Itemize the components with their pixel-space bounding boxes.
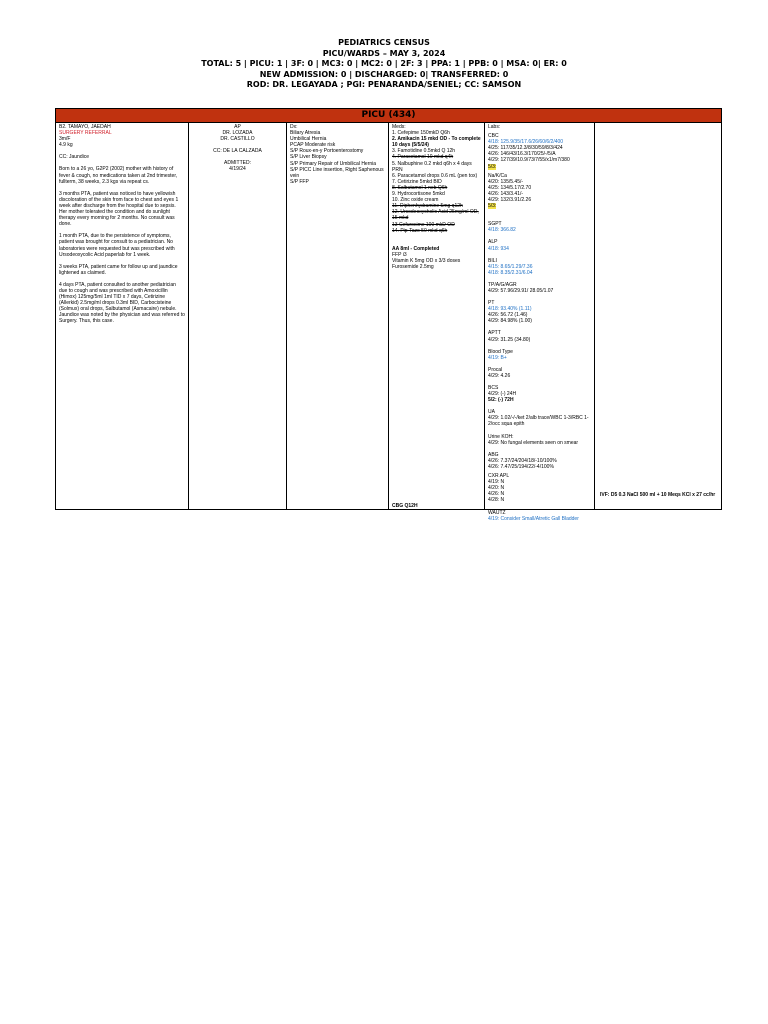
lab-result: 4/26: 146/43/16.3/170/25/-/5/A	[488, 151, 556, 158]
lab-result: 4/29: 4.26	[488, 372, 511, 379]
cc-doctor: CC: DE LA CALZADA	[213, 148, 262, 155]
med-item: 13 Cefuroxime 100 mkD OD	[392, 221, 455, 228]
diagnosis-item: S/P FFP	[290, 178, 309, 185]
diagnosis-item: PCAP Moderate risk	[290, 142, 336, 149]
lab-heading: UA	[488, 409, 495, 416]
lab-heading: SGPT	[488, 221, 502, 228]
lab-result: 4/18: 8.35/2.31/6.04	[488, 269, 533, 276]
diagnosis-item: Umbilical Hernia	[290, 136, 327, 143]
med-item: 6. Paracetamol drops 0.6 mL (pen tox)	[392, 172, 478, 179]
lab-heading: BILI	[488, 257, 497, 264]
diagnosis-item: Biliary Atresia	[290, 130, 321, 137]
census-date: PICU/WARDS – MAY 3, 2024	[322, 48, 446, 58]
lab-result: 4/18: 366.82	[488, 227, 516, 234]
history-paragraph: 3 months PTA, patient was noticed to have yellowish discoloration of the skin from face to chest and eyes 1 week after discharge from the hospital due to sepsis. Her mother tolerated the condition and do sunlight therapy every morning for 2 months. No consult was done.	[59, 190, 179, 228]
ffp-item: FFP i3	[392, 251, 407, 258]
lab-result: 4/25: 134/5.17/2.70	[488, 184, 532, 191]
lab-result-pending: 5/3:	[488, 163, 497, 170]
labs-label: Labs:	[488, 124, 501, 130]
diagnosis-item: S/P PICC Line insertion, Right Saphenous vein	[290, 166, 384, 179]
med-item: 4. Paracetamol 10 mkd q4h	[392, 154, 454, 161]
cbg-order: CBG Q12H	[392, 503, 418, 509]
census-rod: ROD: DR. LEGAYADA ; PGI: PENARANDA/SENIEL; CC: SAMSON	[246, 80, 522, 90]
patient-weight: 4.9 kg	[59, 142, 73, 149]
lab-heading: CBC	[488, 133, 499, 140]
ivf-order: IVF: D5 0.3 NaCl 500 ml + 10 Meqs KCl x 27 cc/hr	[600, 492, 716, 498]
lab-result: 4/28: N	[488, 497, 505, 504]
admitted-label: ADMITTED:	[224, 160, 251, 167]
lab-heading: TP/A/G/AGR	[488, 281, 517, 288]
history-paragraph: 3 weeks PTA, patient came for follow up and jaundice lightened as claimed.	[59, 263, 178, 276]
patient-column	[56, 123, 189, 509]
lab-result: 4/18: 93.40% (1.11)	[488, 306, 532, 313]
doctors-column	[189, 123, 287, 509]
diagnosis-item: S/P Primary Repair of Umbilical Hernia	[290, 160, 377, 167]
lab-result: 4/29: 132/3.91/2.26	[488, 197, 532, 204]
patient-name: B2. TAMAYO, JAEDAH	[59, 124, 111, 130]
vitamin-k-item: Vitamin K 5mg OD x 3/3 doses	[392, 257, 461, 264]
lab-heading: APTT	[488, 330, 501, 337]
lab-result: 4/18: 125.9/35/17.6/26/60/6/2/400	[488, 139, 564, 146]
ap-label: AP	[234, 124, 241, 130]
meds-column	[389, 123, 485, 509]
lab-heading: PT	[488, 300, 495, 307]
lab-heading: BCS	[488, 385, 499, 391]
diagnosis-item: S/P Roux-en-y Portoenterostomy	[290, 148, 364, 155]
infusion-status: AA 8ml - Completed	[392, 245, 440, 252]
diagnosis-column	[287, 123, 389, 509]
med-item: 8. Salbutamol 1 neb Q6h	[392, 184, 448, 191]
med-item: 5. Nalbuphine 0.2 mkd q6h x 4 days PRN	[392, 160, 472, 173]
lab-result: 4/26: 7.47/25/194/22/-4/100%	[488, 463, 554, 470]
lab-result: 4/29: No fungal elements seen on smear	[488, 439, 579, 446]
med-item: 12. Ursodeoxycholic Acid 25mg/ml OD, 15 mkd	[392, 209, 479, 222]
med-item: 3. Famotidine 0.5mkd Q 12h	[392, 148, 456, 155]
lab-result: 4/19: B+	[488, 354, 507, 361]
med-item: 14. Pip-Tazo 50 mkd q6h	[392, 227, 448, 234]
med-item: 7. Cetirizine 5mkd BID	[392, 178, 442, 185]
lab-heading: Na/K/Ca	[488, 172, 507, 179]
lab-result: 4/29: 84.98% (1.00)	[488, 318, 532, 325]
lab-result: 4/26: 7.37/24/204/18/-10/100%	[488, 457, 557, 464]
med-item: 2. Amikacin 15 mkd OD - To complete 10 days (5/5/24)	[392, 136, 481, 149]
ap-doctor: DR. CASTILLO	[220, 136, 255, 143]
lab-result: 4/26: 56.72 (1.46)	[488, 312, 528, 319]
furosemide-item: Furosemide 2.5mg	[392, 263, 434, 270]
census-totals: TOTAL: 5 | PICU: 1 | 3F: 0 | MC3: 0 | MC2: 0 | 2F: 3 | PPA: 1 | PPB: 0 | MSA: 0| ER: 0	[201, 59, 567, 69]
census-table	[55, 108, 722, 522]
lab-result: 4/29: (-) 24H	[488, 391, 517, 398]
history-paragraph: 4 days PTA, patient consulted to another pediatrician due to cough and was prescribed with Amoxicillin (Himox) 125mg/5ml 1ml TID x 7 days, Cetirizine (Allerkid) 2.5mg/ml drops 0.3ml BID, Carbocisteine (Solmux) oral drops, Salbutamol (Asmacaire) nebule. Jaundice was noted by the physician and was referred to Surgery. Thus, this case.	[59, 281, 185, 325]
patient-age-sex: 3m/F	[59, 136, 71, 143]
lab-heading: Blood Type	[488, 348, 513, 355]
referral-label: SURGERY REFERRAL	[59, 130, 112, 137]
section-title: PICU (434)	[56, 109, 721, 123]
history-paragraph: 1 month PTA, due to the persistence of symptoms, patient was brought for consult to a pediatrician. No laboratories were requested but was prescribed with Ursodeoxycolic Acid paperlab for 1 week.	[59, 233, 175, 258]
lab-result: 4/26: 143/3.41/-	[488, 190, 524, 197]
chief-complaint: CC: Jaundice	[59, 154, 90, 161]
ap-doctor: DR. LOZADA	[222, 130, 253, 137]
history-paragraph: Born to a 26 yo, G2P2 (2002) mother with history of fever & cough, no medications taken at 2nd trimester, fullterm, 38 weeks, 2.3 kgs via repeat cs.	[59, 166, 178, 185]
lab-result: 5/2: (-) 72H	[488, 397, 514, 404]
med-item: 10. Zinc oxide cream	[392, 197, 439, 204]
lab-heading: ALP	[488, 239, 498, 246]
census-header	[0, 38, 768, 91]
med-item: 1. Cefepime 150mkD Q6h	[392, 130, 450, 137]
ivf-column	[595, 123, 723, 509]
lab-result-pending: 5/3:	[488, 203, 497, 210]
meds-label: Meds:	[392, 124, 406, 130]
lab-result: 4/26: N	[488, 491, 505, 498]
lab-result: 4/29: 57.96/29.91/ 28.05/1.07	[488, 287, 554, 294]
lab-result: 4/15: 8.65/1.29/7.36	[488, 263, 533, 270]
lab-heading: Urine KOH:	[488, 433, 514, 440]
lab-result: 4/20: 135/5.45/-	[488, 178, 524, 185]
med-item: 9. Hydrocortisone 5mkd	[392, 191, 445, 198]
labs-column	[485, 123, 595, 522]
lab-result: 4/19: Consider Small/Atretic Gall Bladder	[488, 515, 579, 522]
lab-result: 4/29: 127/39/10.9/73/7/55/x1/m7/380	[488, 157, 570, 164]
lab-result: 4/29: 31.25 (34.80)	[488, 336, 531, 343]
census-admissions: NEW ADMISSION: 0 | DISCHARGED: 0| TRANSFERRED: 0	[259, 69, 509, 79]
lab-result: 4/18: 934	[488, 245, 509, 252]
lab-result: 4/29: 1.02/-/-/ket 2/alb trace/WBC 1-3/RBC 1-2/occ squa epith	[488, 415, 589, 428]
lab-heading: ABG	[488, 451, 499, 458]
lab-result: 4/20: N	[488, 485, 505, 492]
diagnosis-item: S/P Liver Biopsy	[290, 154, 327, 161]
lab-heading: CXR APL	[488, 473, 510, 480]
lab-heading: Procal	[488, 366, 503, 373]
admitted-date: 4/19/24	[229, 166, 246, 173]
census-title: PEDIATRICS CENSUS	[338, 38, 430, 47]
lab-result: 4/25: 117/35/12.3/8/30/59/8/3/424	[488, 145, 563, 152]
lab-result: 4/19: N	[488, 479, 505, 486]
lab-heading: WAUTZ	[488, 509, 506, 516]
med-item: 11. Diphenhydramine 5mg q12h	[392, 203, 463, 210]
diagnosis-label: Dx:	[290, 124, 298, 130]
